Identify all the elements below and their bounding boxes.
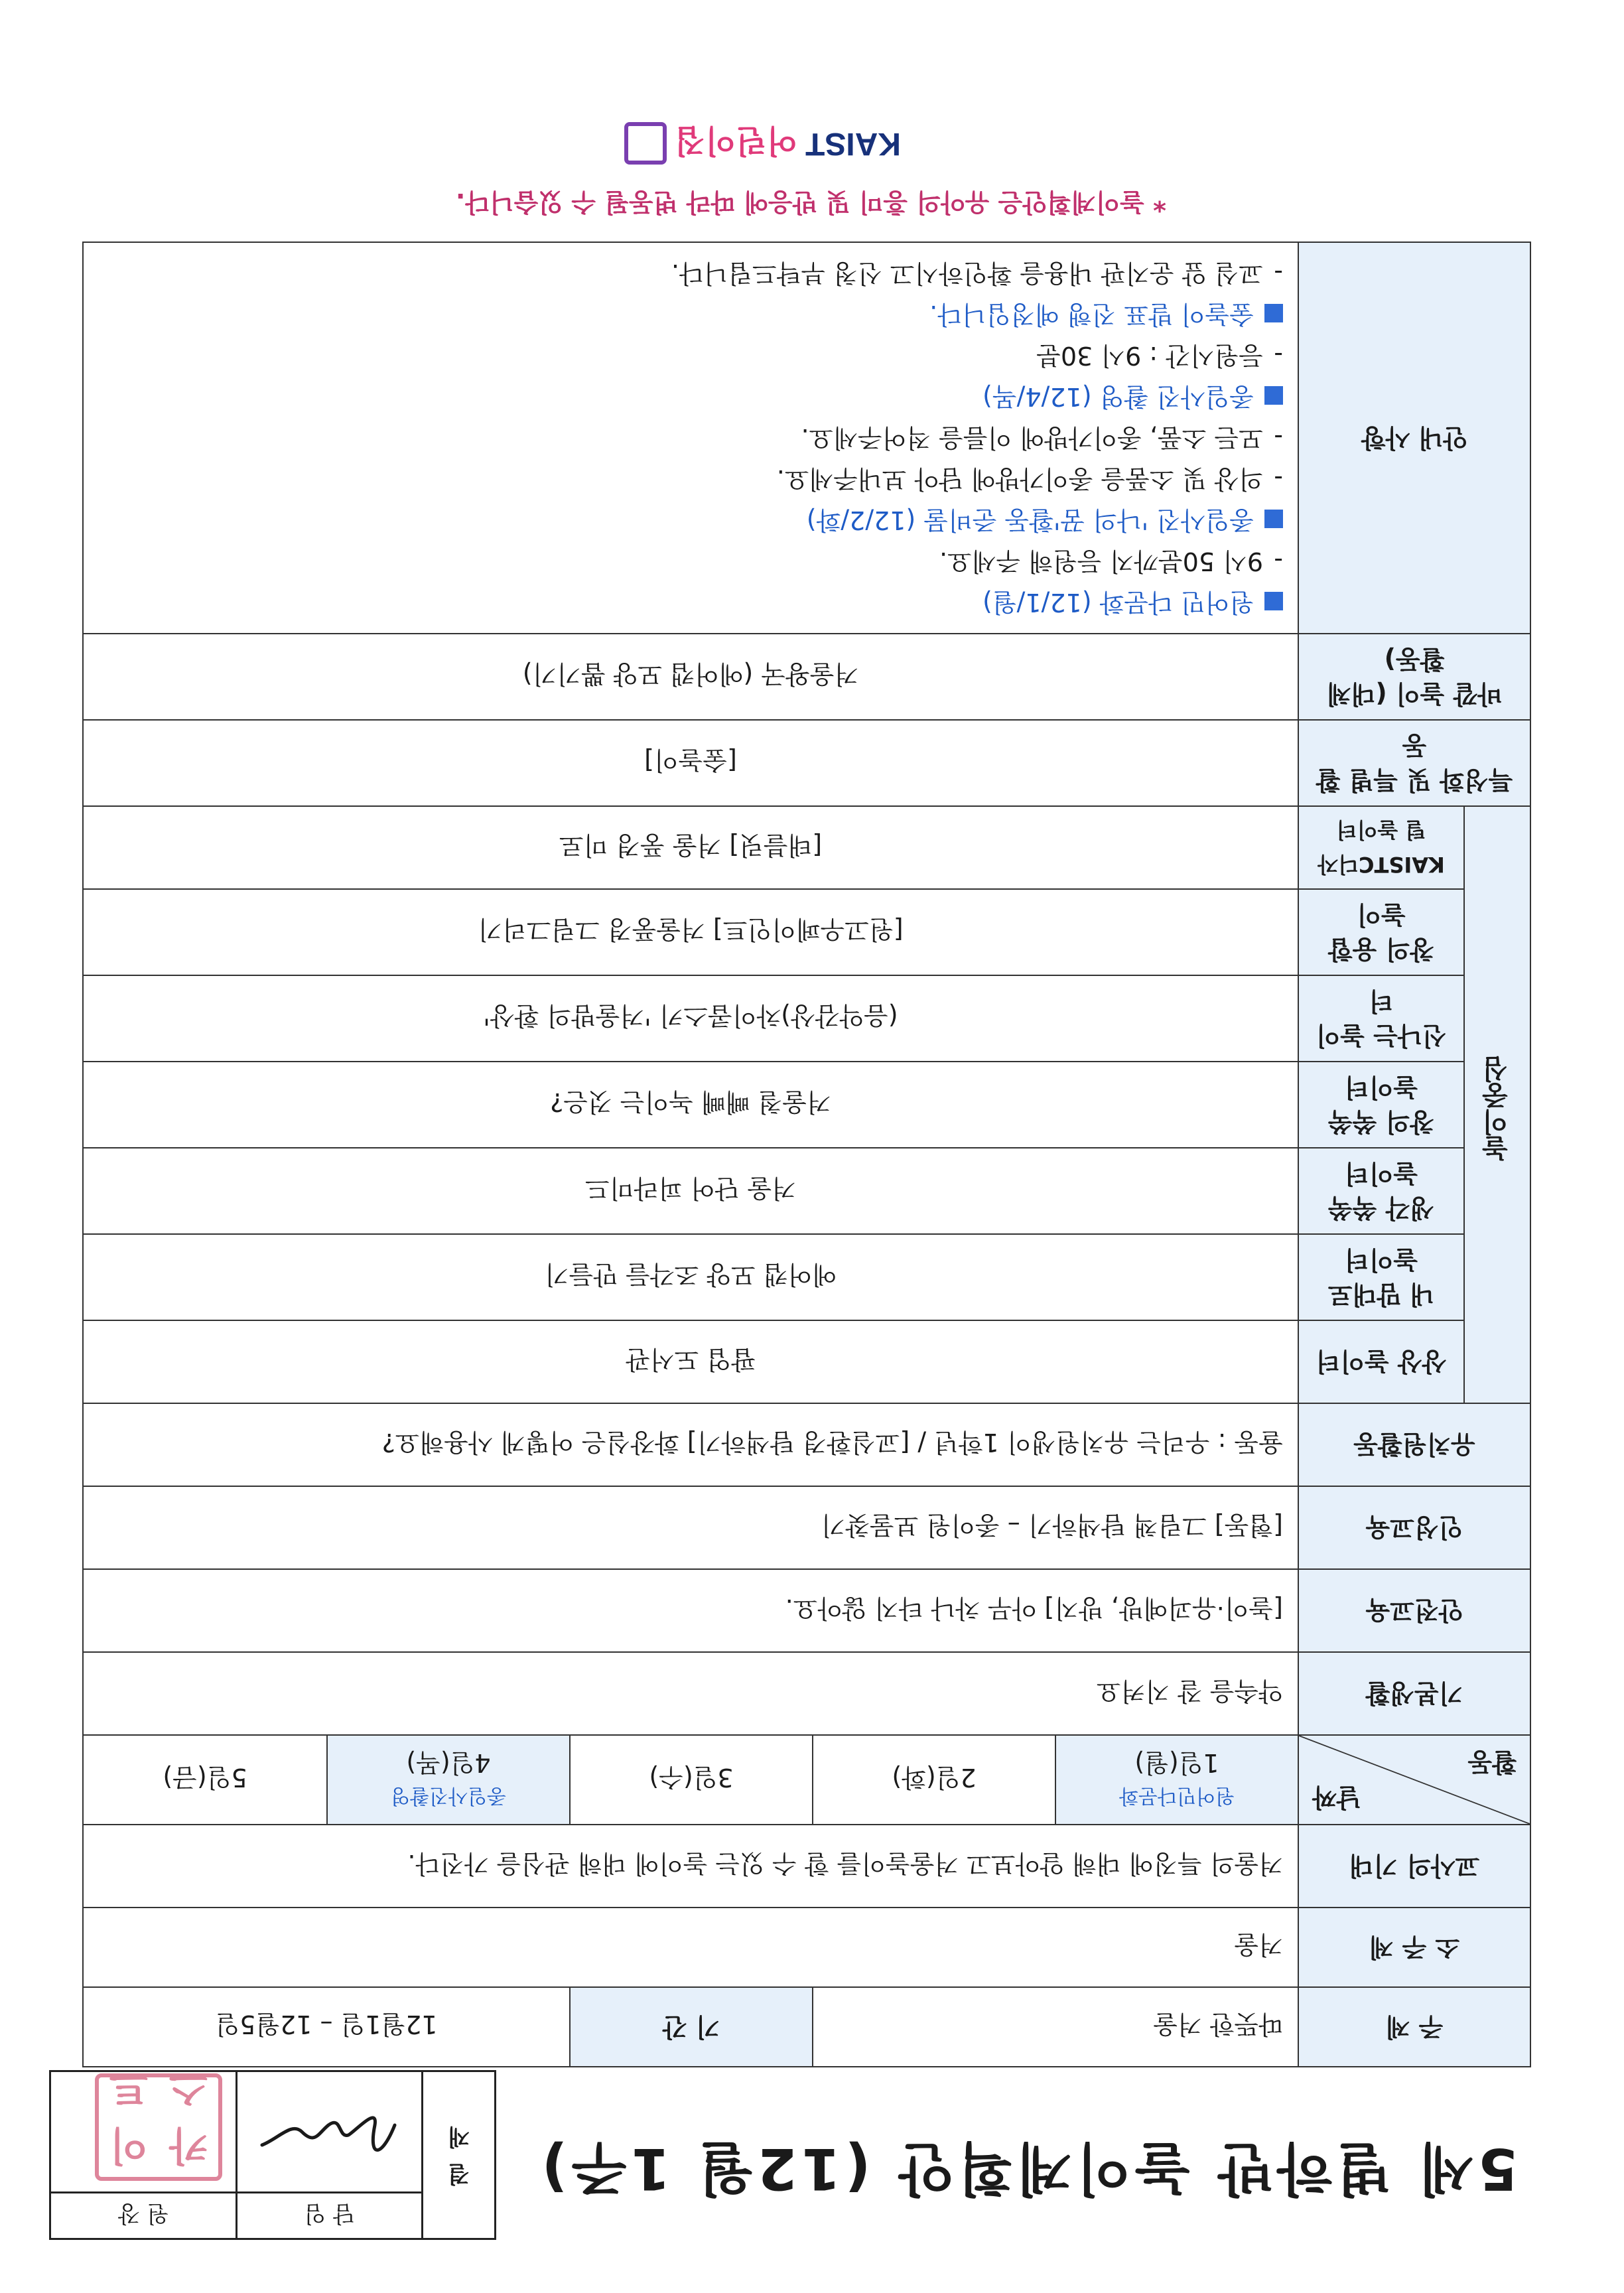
notice-item: -교실 앞 운지판 내용을 확인하시고 신청 부탁드립니다. (671, 259, 1283, 288)
square-bullet-icon (1264, 386, 1283, 405)
subtheme-label: 소 주 제 (1298, 1908, 1530, 1987)
outside-label: 바깥 놀이 (대체 활동) (1298, 634, 1530, 720)
table-row (83, 1825, 1530, 1908)
table-row (83, 1148, 1530, 1234)
item-label: 신나는 놀이터 (1298, 975, 1464, 1062)
day-wed: 3일(수) (570, 1735, 813, 1825)
notice-item: -모든 소품, 종이가방에 이름을 적어주세요. (801, 423, 1283, 452)
theme-value: 따뜻한 겨울 (813, 1987, 1298, 2067)
item-label: 생각 쑥쑥 놀이터 (1298, 1148, 1464, 1234)
item-value: 겨울철 빼빼 녹이는 것은? (83, 1062, 1298, 1148)
outside-value: 겨울왕국 (에어캡 모양 뽑기기) (83, 634, 1298, 720)
corner-cell (1298, 1735, 1530, 1825)
basic-label: 기본생활 (1298, 1652, 1530, 1735)
day-tue: 2일(화) (813, 1735, 1055, 1825)
period-value: 12월1일 – 12월5일 (83, 1987, 570, 2067)
kaist-kids-logo: KAIST 어린이집 (624, 121, 901, 167)
table-row (83, 634, 1530, 720)
teacher-signature-cell (236, 2072, 421, 2191)
notice-item: -9시 50분까지 등원해 주세요. (939, 547, 1283, 576)
corner-date-label: 날짜 (1312, 1783, 1361, 1812)
square-bullet-icon (1264, 304, 1283, 322)
notice-list (83, 242, 1298, 634)
item-value: (음악감상)차이콥스키 '겨울밤의 환상' (83, 975, 1298, 1062)
character-value: [협동] 그림책 탐색하기 – 종이원 보물찾기 (83, 1486, 1298, 1569)
item-value: 겨울 단어 피라미드 (83, 1148, 1298, 1234)
notice-heading: 종일사진 촬영 (12/4/목) (98, 376, 1283, 417)
director-stamp-cell (51, 2065, 236, 2191)
approval-col-teacher: 담 임 (236, 2191, 421, 2238)
square-bullet-icon (1264, 592, 1283, 610)
table-row (83, 1486, 1530, 1569)
notice-heading: 숲놀이 발표 진행 예정입니다. (98, 294, 1283, 335)
table-row (83, 1234, 1530, 1320)
notice-item: -등원시간 : 9시 30분 (1036, 341, 1283, 370)
notice-item: -의상 및 소품을 종이가방에 담아 보내주세요. (776, 464, 1283, 494)
safety-label: 안전교육 (1298, 1569, 1530, 1652)
outdoor-label: 유치원활동 (1298, 1403, 1530, 1486)
outdoor-value: 율동 : 우리는 유치원생이 1학년 / [교실환경 탐색하기] 화장실은 어떻게 사용해요? (83, 1403, 1298, 1486)
table-row (83, 889, 1530, 975)
item-label: KAISTC디자털 놀이터 (1298, 806, 1464, 889)
approval-box (49, 2065, 496, 2240)
notice-heading: 원어민 다문화 (12/1/월) (98, 582, 1283, 623)
day-mon: 원어민다문화 1일(월) (1055, 1735, 1298, 1825)
item-label: 창의 쑥쑥 놀이터 (1298, 1062, 1464, 1148)
page-title: 5세 별하반 놀이계획안 (12월 1주) (537, 2135, 1518, 2201)
signature-icon (255, 2092, 401, 2172)
corner-activity-label: 활동 (1467, 1748, 1517, 1777)
intent-label: 교사의 기대 (1298, 1825, 1530, 1908)
day-fri: 5일(금) (83, 1735, 327, 1825)
table-row (83, 806, 1530, 889)
item-value: [원고우페이인트] 겨울풍경 그림그리기 (83, 889, 1298, 975)
item-value: 에어캡 모양 조각들 만들기 (83, 1234, 1298, 1320)
item-value: [태블릿] 겨울 풍경 미로 (83, 806, 1298, 889)
official-stamp-icon: 카 이 스 트 (95, 2073, 222, 2181)
table-row (83, 720, 1530, 806)
intent-value: 겨울의 특징에 대해 알아보고 겨울놀이를 할 수 있는 놀이에 대해 관심을 가진다. (83, 1825, 1298, 1908)
footnote: * 놀이계획안은 유아의 흥미 및 반응에 따라 변동될 수 있습니다. (455, 188, 1166, 217)
extra-value: [숲놀이] (83, 720, 1298, 806)
square-bullet-icon (1264, 510, 1283, 528)
extra-label: 특성화 및 특별 활동 (1298, 720, 1530, 806)
table-row (83, 1908, 1530, 1987)
day-thu: 종일사진촬영 4일(목) (327, 1735, 570, 1825)
approval-label: 결 재 (421, 2072, 494, 2238)
table-row (83, 1403, 1530, 1486)
character-label: 인성교육 (1298, 1486, 1530, 1569)
day-header-row (83, 1735, 1530, 1825)
logo-square-icon (624, 123, 667, 165)
notice-heading: 종일사진 '나의 꿈'활동 준비물 (12/2/화) (98, 500, 1283, 541)
safety-value: [놀이·유괴예방, 방지] 아무 차나 타지 않아요. (83, 1569, 1298, 1652)
plan-table (82, 242, 1531, 2067)
table-row (83, 1569, 1530, 1652)
play-group-label: 놀이중심 (1464, 806, 1530, 1403)
item-value: 팝업 도서관 (83, 1320, 1298, 1403)
table-row (83, 1320, 1530, 1403)
table-row (83, 1652, 1530, 1735)
theme-label: 주 제 (1298, 1987, 1530, 2067)
table-row (83, 1062, 1530, 1148)
notice-label: 안내 사항 (1298, 242, 1530, 634)
item-label: 상상 놀이터 (1298, 1320, 1464, 1403)
item-label: 창의 융합 놀이 (1298, 889, 1464, 975)
item-label: 내 맘대로 놀이터 (1298, 1234, 1464, 1320)
period-label: 기 간 (570, 1987, 813, 2067)
subtheme-value: 겨울 (83, 1908, 1298, 1987)
table-row (83, 975, 1530, 1062)
approval-col-director: 원 장 (51, 2191, 236, 2238)
table-row (83, 242, 1530, 634)
table-row (83, 1987, 1530, 2067)
basic-value: 약속을 잘 지켜요 (83, 1652, 1298, 1735)
